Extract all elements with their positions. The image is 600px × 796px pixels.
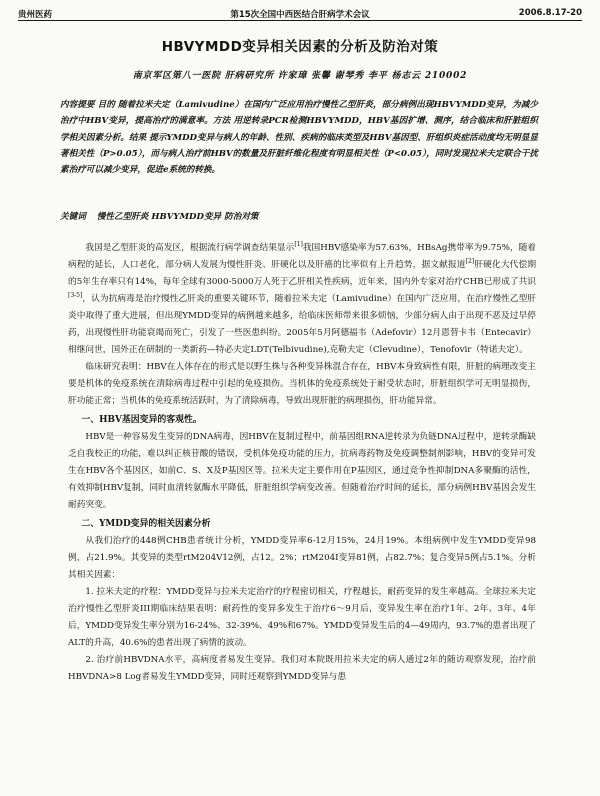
section-heading-2: 二、YMDD变异的相关因素分析: [81, 519, 211, 529]
keywords-text: 慢性乙型肝炎 HBVYMDD变异 防治对策: [96, 212, 259, 222]
paragraph-statistics: 从我们治疗的448例CHB患者统计分析，YMDD变异率6-12月15%，24月19%。本组病例中发生YMDD变异98例，占21.9%。其变异的类型rtM204V12例，占12。2%；rtM204I变异81例，占82.7%；复合变异5例占5.1%。分析其相关因素：: [68, 536, 536, 580]
journal-name: 贵州医药: [18, 10, 53, 20]
paper-title: HBVYMDD变异相关因素的分析及防治对策: [161, 39, 439, 55]
section-heading-1: 一、HBV基因变异的客观性。: [81, 415, 202, 425]
citation-ref-2: [2]: [465, 258, 475, 266]
paragraph-clinical: 临床研究表明：HBV在人体存在的形式是以野生株与各种变异株混合存在，HBV本身致病性有限，肝脏的病理改变主要是机体的免疫系统在清除病毒过程中引起的免疫损伤。当机体的免疫系统处于耐受状态时，肝脏组织学可无明显损伤，肝功能正常；当机体的免疫系统活跃时，为了清除病毒，导致出现肝脏的病理损伤，肝功能异常。: [68, 362, 536, 406]
conference-name: 第15次全国中西医结合肝病学术会议: [230, 10, 370, 20]
author-affiliation: 南京军区第八一医院 肝病研究所 许家璋 张馨 谢琴秀 李平 杨志云 210002: [132, 71, 468, 81]
body-text: [68, 240, 536, 686]
abstract: 内容提要 目的 随着拉米夫定（Lamivudine）在国内广泛应用治疗慢性乙型肝炎，部分病例出现HBVYMDD变异，为减少治疗中HBV变异，提高治疗的满意率。方法 用逆转录PCR检测HBVYMDD，HBV基因扩增、测序，结合临床和肝脏组织学相关因素分析。结果 提示YMDD变异与病人的年龄、性别、疾病的临床类型及HBV基因型、肝组织炎症活动度均无明显显著相关性（P>0.05），而与病人治疗前HBV的数量及肝脏纤维化程度有明显相关性（P<0.05），同时发现拉米夫定联合干扰素治疗可以减少变异，促进e系统的转换。: [60, 100, 538, 176]
paragraph-factor-2: 2. 治疗前HBVDNA水平，高病度者易发生变异。我们对本院既用拉米夫定的病人通过2年的随访观察发现，治疗前HBVDNA>8 Log者易发生YMDD变异，同时还观察到YMDD变异与患: [68, 655, 536, 682]
conference-date: 2006.8.17-20: [518, 8, 582, 18]
keywords-label: 关键词: [60, 212, 86, 222]
paragraph-factor-1: 1. 拉米夫定的疗程：YMDD变异与拉米夫定治疗的疗程密切相关，疗程越长，耐药变异的发生率越高。全球拉米夫定治疗慢性乙型肝炎III期临床结果表明：耐药性的变异多发生于治疗6～9月后，变异发生率在治疗1年、2年、3年、4年后，YMDD变异发生率分别为16-24%、32-39%、49%和67%。YMDD变异发生后的4—49周内，93.7%的患者出现了ALT的升高，40.6%的患者出现了病情的波动。: [68, 587, 536, 648]
paragraph-intro: 我国是乙型肝炎的高发区，根据流行病学调查结果显示[1]我国HBV感染率为57.63%，HBsAg携带率为9.75%，随着病程的延长，人口老化，部分病人发展为慢性肝炎、肝硬化以及肝癌的比率似有上升趋势，据文献报道[2]肝硬化大代偿期的5年生存率只有14%，每年全球有3000-5000万人死于乙肝相关性疾病，近年来，国内外专家对治疗CHB已形成了共识[3-5]，认为抗病毒是治疗慢性乙肝炎的重要关键环节，随着拉米夫定（Lamivudine）在国内广泛应用，在治疗慢性乙型肝炎中取得了重大进展，但出现YMDD变异的病例越来越多，给临床医师带来很多烦恼，少部分病人由于出现不恶及过早停药，出现慢性肝功能衰竭而死亡，引发了一些医患纠纷。2005年5月阿德福韦（Adefovir）12月恩替卡韦（Entecavir）相继问世，国外正在研制的一类新药—特必夫定LDT(Telbivudine),克勒夫定（Clevudine），Tenofovir（特诺夫定）。: [68, 241, 537, 355]
keywords: [60, 210, 538, 222]
running-header: [18, 4, 582, 21]
citation-ref-1: [1]: [294, 241, 303, 249]
citation-ref-3: [3-5]: [68, 292, 83, 300]
paragraph-variation: HBV是一种容易发生变异的DNA病毒，因HBV在复制过程中，前基因组RNA逆转录为负链DNA过程中，逆转录酶缺乏自我校正的功能，难以纠正核苷酸的错误，受机体免疫功能的压力，抗病毒药物及免疫调整制剂影响，HBV的变异可发生在HBV各个基因区，如前C、S、X及P基因区等。拉米夫定主要作用在P基因区，通过竞争性抑制DNA多聚酶的活性，有效抑制HBV复制，同时血清转氨酶水平降低，肝脏组织学病变改善。但随着治疗时间的延长，部分病例HBV基因会发生耐药突变。: [68, 432, 536, 510]
